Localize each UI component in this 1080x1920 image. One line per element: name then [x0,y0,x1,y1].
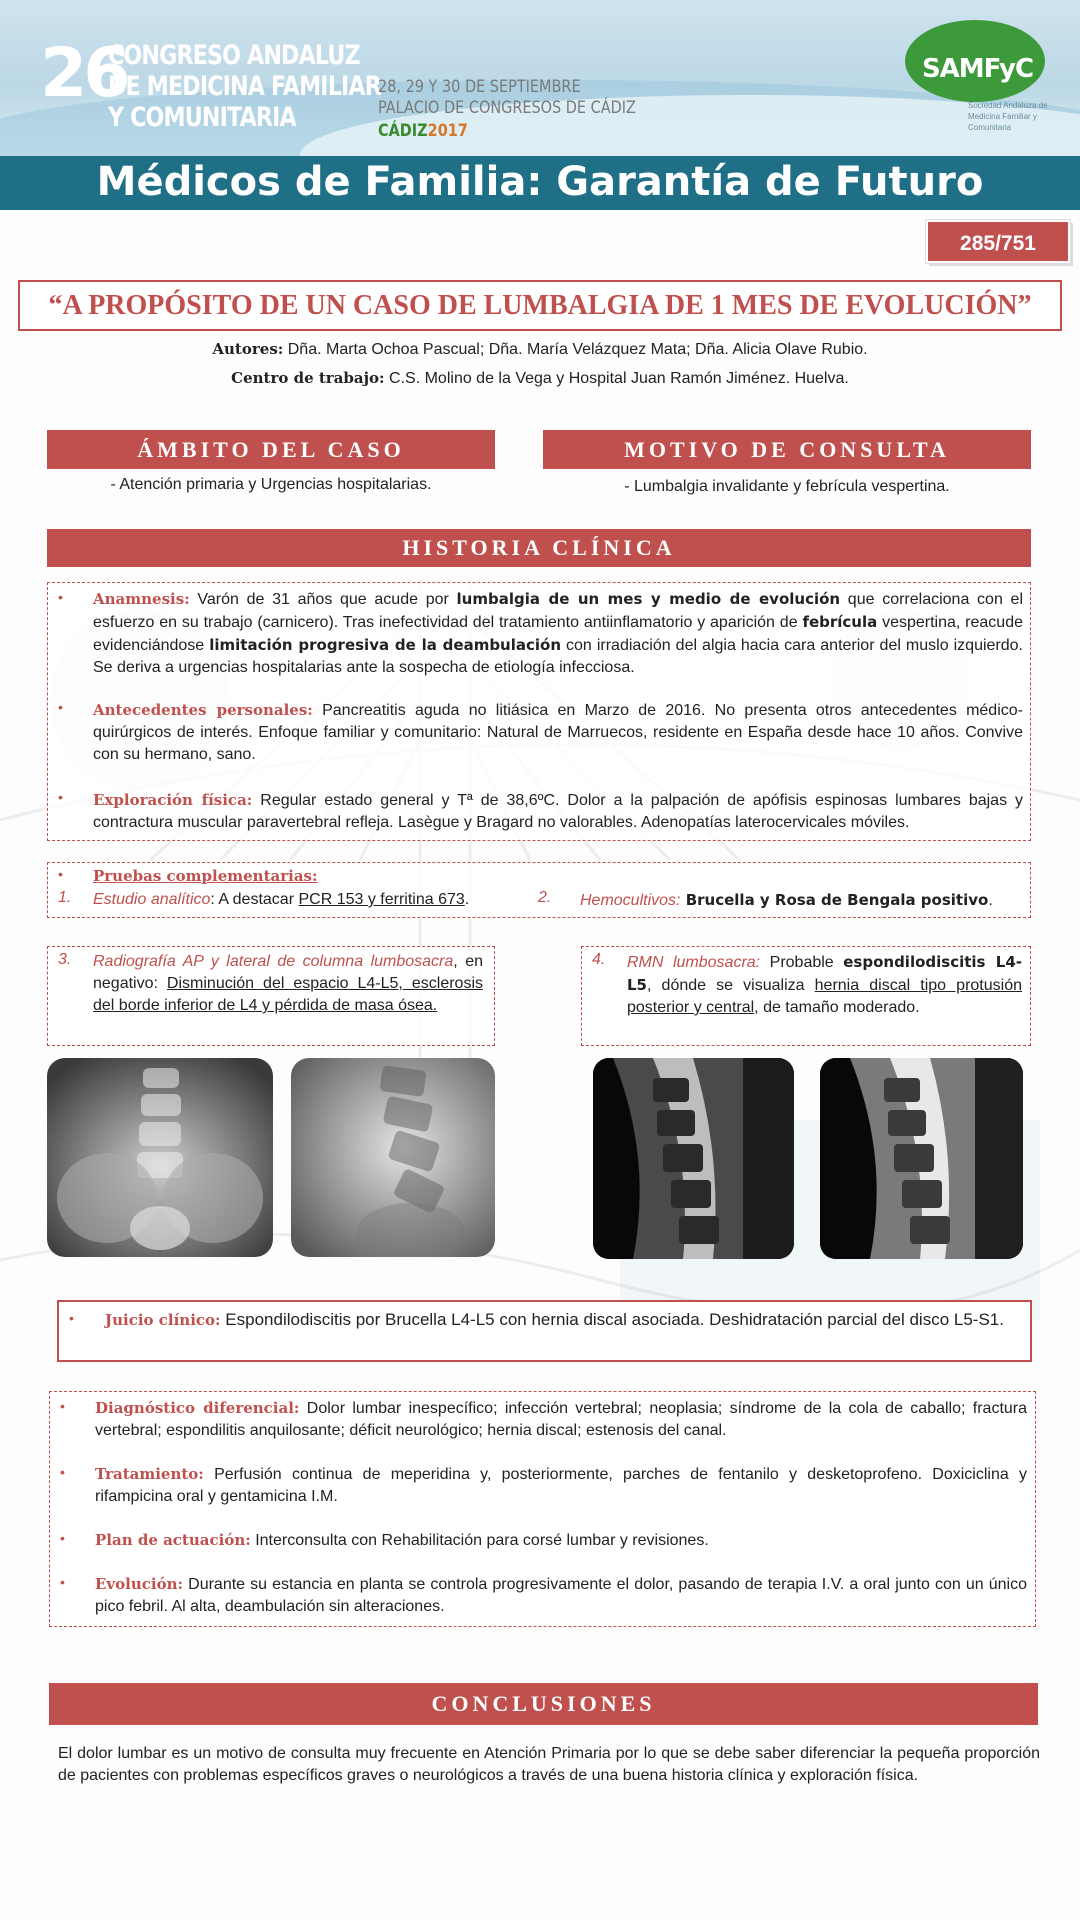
prueba-label: Estudio analítico [93,891,211,908]
city-text: CÁDIZ [378,121,428,141]
prueba-number: 1. [58,889,72,906]
authors-text: Dña. Marta Ochoa Pascual; Dña. María Velázquez Mata; Dña. Alicia Olave Rubio. [283,341,868,358]
evolucion-label: Evolución: [95,1575,184,1593]
tratamiento-label: Tratamiento: [95,1465,204,1483]
prueba-label: Hemocultivos: [580,892,681,909]
antecedentes-paragraph [93,699,1023,766]
prueba-bold: Brucella y Rosa de Bengala positivo [680,891,989,909]
pruebas-box [47,862,1031,918]
ambito-text: - Atención primaria y Urgencias hospitalarias. [110,476,432,493]
evolucion-paragraph [95,1573,1027,1618]
prueba-text: . [988,892,993,909]
banner-title-bar [0,156,1080,210]
workplace-line [0,367,1080,390]
antecedentes-label: Antecedentes personales: [93,701,313,719]
juicio-text: Espondilodiscitis por Brucella L4-L5 con hernia discal asociada. Deshidratación parcial del disco L5-S1. [220,1310,1004,1329]
xray-ap-image [47,1058,273,1257]
year-text: 2017 [427,121,468,141]
prueba-text: , dónde se visualiza [647,977,815,994]
anamnesis-text: con irradiación del algia hacia cara anterior del muslo izquierdo. Se deriva a urgencias hospitalarias ante la sospecha de etiología infecciosa. [93,637,1023,676]
evolucion-text: Durante su estancia en planta se controla progresivamente el dolor, pasando de terapia I.V. a oral junto con un único pico febril. Al alta, deambulación sin alteraciones. [95,1576,1027,1615]
prueba-analitica [93,889,553,911]
plan-label: Plan de actuación: [95,1531,251,1549]
congress-city [378,121,468,141]
anamnesis-bold: lumbalgia de un mes y medio de evolución [456,590,841,608]
bullet-icon: • [58,589,63,605]
tratamiento-text: Perfusión continua de meperidina y, posteriormente, parches de fentanilo y desketoprofeno. Doxiciclina y rifampicina oral y gentamicina I.M. [95,1466,1027,1505]
diagnostico-text: Dolor lumbar inespecífico; infección vertebral; neoplasia; síndrome de la cola de caballo; fractura vertebral; espondilitis anquilosante; déficit neurológico; hernia discal; estenosis del canal. [95,1400,1028,1439]
conclusiones-text: El dolor lumbar es un motivo de consulta muy frecuente en Atención Primaria por lo que se debe saber diferenciar la pequeña proporción de pacientes con problemas específicos graves o neurológicos a través de una buena historia clínica y exploración física. [58,1745,1040,1784]
prueba-number: 2. [538,889,552,906]
anamnesis-paragraph [93,588,1023,679]
prueba-underlined: hernia discal tipo protusión posterior y central [627,977,1022,1016]
plan-paragraph [95,1529,1027,1552]
anamnesis-bold: febrícula [802,613,878,631]
workplace-text: C.S. Molino de la Vega y Hospital Juan Ramón Jiménez. Huelva. [384,370,849,387]
prueba-text: , de tamaño moderado. [754,999,920,1016]
bullet-icon: • [60,1530,65,1546]
exploracion-paragraph [93,789,1023,834]
prueba-text: . [464,891,470,908]
rmn-box [581,946,1031,1046]
congress-name [108,40,381,133]
anamnesis-bold: limitación progresiva de la deambulación [209,636,562,654]
juicio-label: Juicio clínico: [105,1311,221,1329]
congress-name-line: Y COMUNITARIA [108,102,296,133]
mri-sagittal-image-2 [820,1058,1023,1259]
diagnostico-paragraph [95,1397,1027,1442]
venue-text: PALACIO DE CONGRESOS DE CÁDIZ [378,98,636,118]
conclusiones-heading: CONCLUSIONES [49,1683,1038,1725]
authors-label: Autores: [212,340,284,358]
congress-dates [378,77,636,119]
poster-id-badge: 285/751 [926,220,1070,263]
congress-banner [0,0,1080,156]
plan-text: Interconsulta con Rehabilitación para corsé lumbar y revisiones. [250,1532,709,1549]
exploracion-text: Regular estado general y Tª de 38,6ºC. Dolor a la palpación de apófisis espinosas lumbares bajas y contractura muscular paravertebral refleja. Lasègue y Bragard no valorables. Adenopatías laterocervicales móviles. [93,792,1023,831]
prueba-label: RMN lumbosacra: [627,954,761,971]
prueba-radiografia [93,951,483,1017]
prueba-number: 4. [592,951,606,968]
prueba-bold: espondilodiscitis L4-L5 [627,953,1023,994]
anamnesis-text: Varón de 31 años que acude por [189,591,457,608]
exploracion-label: Exploración física: [93,791,253,809]
anamnesis-text: vespertina, reacude evidenciándose [93,614,1024,654]
historia-heading: HISTORIA CLÍNICA [47,529,1031,567]
bullet-icon: • [58,866,63,882]
mri-sagittal-image-1 [593,1058,794,1259]
bullet-icon: • [60,1464,65,1480]
workplace-label: Centro de trabajo: [231,369,385,387]
radiografia-box [47,946,495,1046]
motivo-heading: MOTIVO DE CONSULTA [543,430,1031,469]
bullet-icon: • [58,789,63,805]
prueba-text: , en negativo: [93,953,483,992]
samfyc-logo-text: SAMFyC [921,54,1034,84]
prueba-underlined: PCR 153 y ferritina 673 [298,891,465,908]
prueba-hemocultivos [580,889,1030,912]
banner-title: Médicos de Familia: Garantía de Futuro [96,159,984,205]
juicio-box [57,1300,1032,1362]
bullet-icon: • [60,1574,65,1590]
prueba-text: : A destacar [210,891,299,908]
authors-line [0,338,1080,361]
prueba-rmn [627,951,1022,1019]
prueba-underlined: Disminución del espacio L4-L5, esclerosis del borde inferior de L4 y pérdida de masa ósea. [93,975,483,1014]
diagnostico-label: Diagnóstico diferencial: [95,1399,300,1417]
congress-name-line: DE MEDICINA FAMILIAR [108,71,381,102]
dates-text: 28, 29 Y 30 DE SEPTIEMBRE [378,77,581,97]
manejo-box [49,1391,1036,1627]
prueba-number: 3. [58,951,72,968]
bullet-icon: • [58,699,63,715]
motivo-text: - Lumbalgia invalidante y febrícula vespertina. [624,478,950,495]
case-title: “A PROPÓSITO DE UN CASO DE LUMBALGIA DE 1 MES DE EVOLUCIÓN” [18,280,1062,331]
historia-box [47,582,1031,841]
pruebas-label [93,865,318,888]
congress-number: 26 [40,34,127,113]
prueba-label: Radiografía AP y lateral de columna lumbosacra [93,953,454,970]
pruebas-label-text: Pruebas complementarias: [93,867,318,885]
anamnesis-text: que correlaciona con el esfuerzo en su trabajo (carnicero). Tras inefectividad del tratamiento antiinflamatorio y aparición de [93,591,1023,631]
ambito-heading: ÁMBITO DEL CASO [47,430,495,469]
juicio-paragraph [105,1308,1023,1332]
bullet-icon: • [60,1398,65,1414]
tratamiento-paragraph [95,1463,1027,1508]
congress-name-line: CONGRESO ANDALUZ [108,40,360,71]
prueba-text: Probable [760,954,844,971]
antecedentes-text: Pancreatitis aguda no litiásica en Marzo de 2016. No presenta otros antecedentes médico-quirúrgicos de interés. Enfoque familiar y comunitario: Natural de Marruecos, residente en España desde hace 10 años. Convive con su hermano, sano. [93,702,1023,763]
xray-lateral-image [291,1058,495,1257]
samfyc-logo-subtitle: Sociedad Andaluza de Medicina Familiar y Comunitaria [968,101,1048,132]
bullet-icon: • [69,1310,74,1326]
anamnesis-label: Anamnesis: [93,590,190,608]
